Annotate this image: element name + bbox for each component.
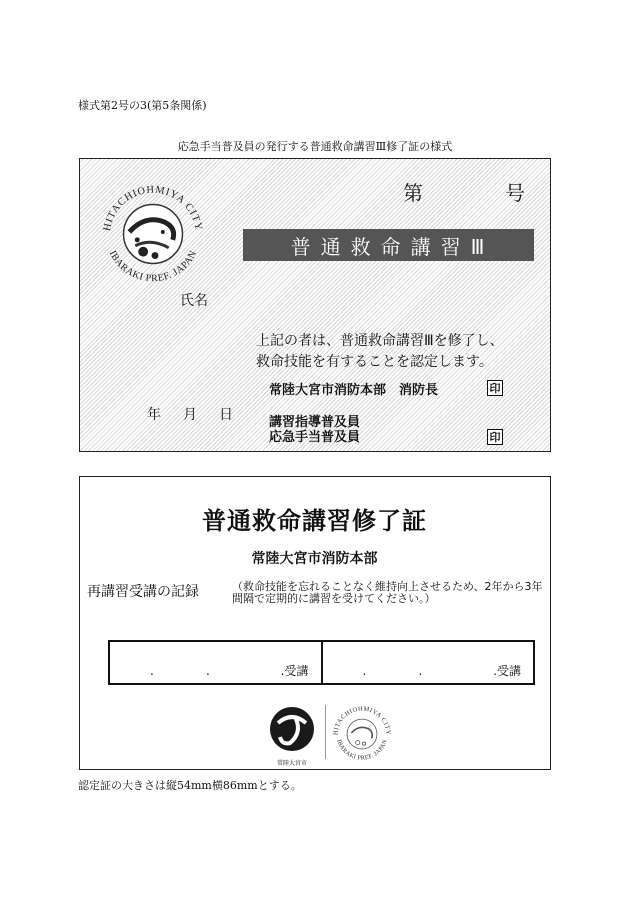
- certification-line-1: 上記の者は、普通救命講習Ⅲを修了し、: [256, 333, 504, 349]
- emblem-text-bottom: IBARAKI PREF. JAPAN: [106, 248, 200, 285]
- city-emblem-icon: [94, 173, 212, 291]
- date-separator: .: [362, 664, 367, 678]
- date-separator: .: [418, 664, 423, 678]
- logo-divider: [325, 705, 326, 759]
- document-title: 応急手当普及員の発行する普通救命講習Ⅲ修了証の様式: [177, 140, 453, 153]
- re-training-record-table: [108, 640, 535, 685]
- date-label: 年月日: [147, 407, 255, 423]
- back-title: 普通救命講習修了証: [202, 506, 427, 535]
- instructor-line-1: 講習指導普及員: [269, 415, 361, 430]
- course-name-band: [243, 229, 534, 261]
- back-emblem-text-top: HITACHIOHMIYA CITY: [332, 705, 392, 736]
- back-emblem-text-bottom: IBARAKI PREF. JAPAN: [335, 738, 389, 762]
- name-label: 氏名: [180, 293, 208, 309]
- attended-label: .受講: [493, 664, 521, 678]
- certificate-front-card: [79, 158, 551, 452]
- date-separator: .: [206, 664, 210, 678]
- instructor-seal: 印: [487, 429, 503, 445]
- record-slot: [321, 642, 534, 683]
- issuer-seal: 印: [487, 380, 503, 396]
- emblem-text-top: HITACHIOHMIYA CITY: [101, 184, 205, 233]
- certificate-number-prefix: 第: [403, 181, 423, 205]
- certificate-back-card: [79, 476, 551, 770]
- size-footnote: 認定証の大きさは縦54mm横86mmとする。: [78, 779, 302, 792]
- re-training-record-label: 再講習受講の記録: [87, 584, 199, 600]
- certification-statement: [256, 331, 504, 373]
- issuer-title: 常陸大宮市消防本部 消防長: [269, 383, 439, 398]
- instructor-titles: [269, 415, 360, 445]
- form-reference: 様式第2号の3(第5条関係): [78, 99, 207, 112]
- issuing-organization: 常陸大宮市消防本部: [251, 551, 378, 567]
- instructor-line-2: 応急手当普及員: [269, 430, 361, 445]
- attended-label: .受講: [280, 664, 309, 678]
- certification-line-2: 救命技能を有することを認定します。: [256, 354, 493, 370]
- city-emblem-small-icon: [330, 701, 394, 765]
- certificate-number-suffix: 号: [505, 181, 525, 205]
- city-mark-label: 常陸大宮市: [276, 760, 307, 767]
- record-slot: [110, 642, 321, 683]
- date-separator: .: [150, 664, 154, 678]
- city-mark-icon: [268, 705, 316, 760]
- course-name: 普通救命講習Ⅲ: [290, 234, 495, 259]
- re-training-note: （救命技能を忘れることなく維持向上させるため、2年から3年間隔で定期的に講習を受けてください。）: [232, 580, 543, 605]
